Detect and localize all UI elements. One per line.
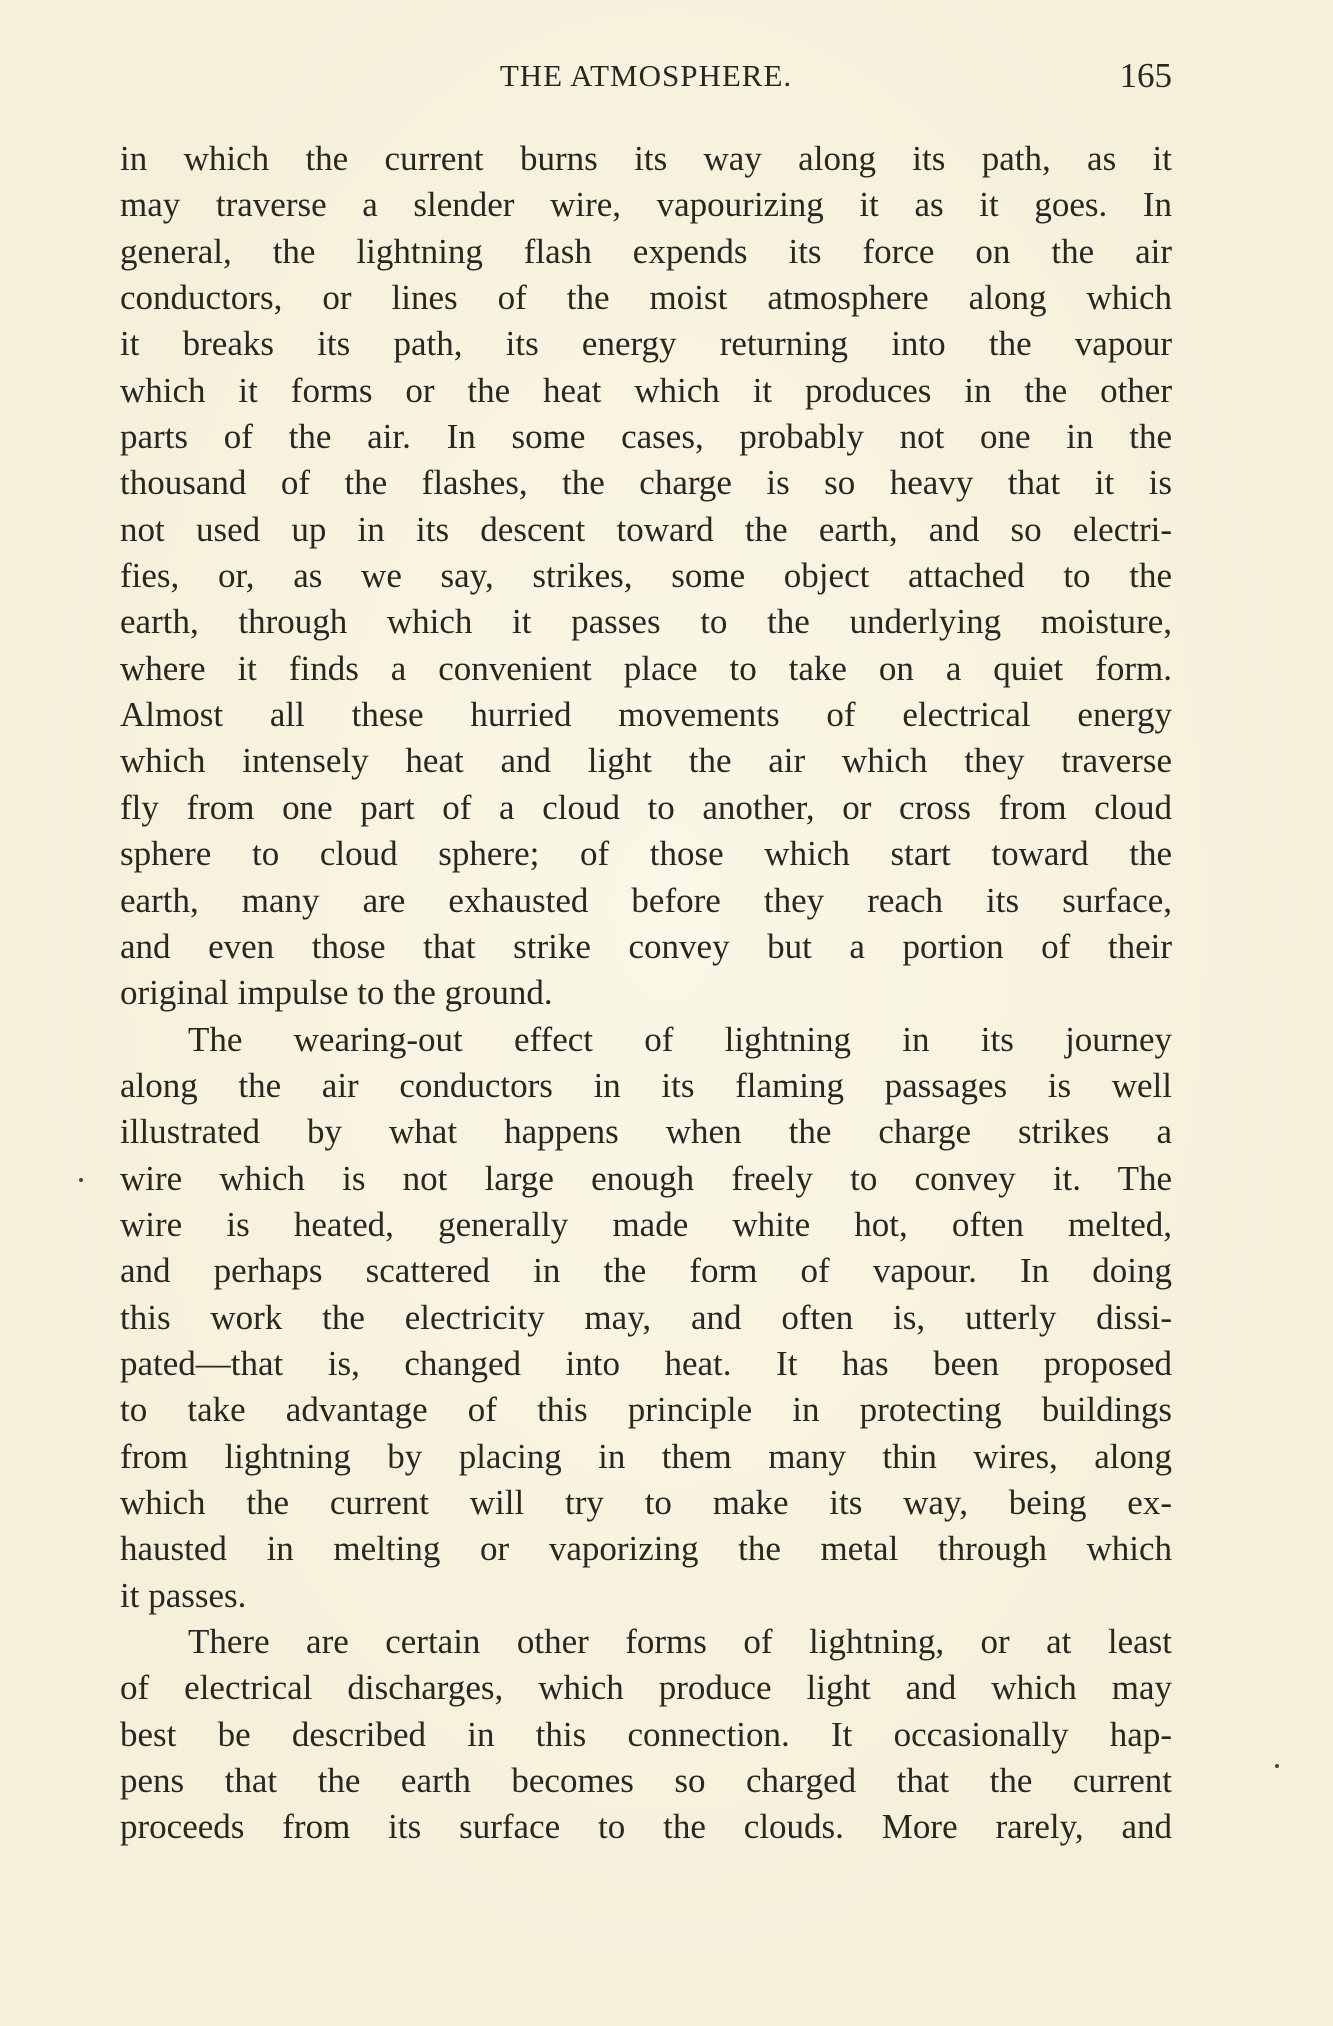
text-line: along the air conductors in its flaming passages is well bbox=[120, 1065, 1172, 1105]
text-line: may traverse a slender wire, vapourizing it as it goes. In bbox=[120, 185, 1172, 225]
text-line: The wearing-out effect of lightning in its journey bbox=[188, 1019, 1172, 1059]
text-line: where it finds a convenient place to take on a quiet form. bbox=[120, 648, 1172, 688]
text-line: general, the lightning flash expends its force on the air bbox=[120, 231, 1172, 271]
text-line: it breaks its path, its energy returning into the vapour bbox=[120, 324, 1172, 364]
text-line: in which the current burns its way along its path, as it bbox=[120, 139, 1172, 178]
text-line: Almost all these hurried movements of electrical energy bbox=[120, 695, 1172, 735]
text-line: this work the electricity may, and often is, utterly dissi- bbox=[120, 1297, 1172, 1337]
text-line: earth, many are exhausted before they reach its surface, bbox=[120, 880, 1172, 920]
text-line: earth, through which it passes to the underlying moisture, bbox=[120, 602, 1172, 642]
text-line: from lightning by placing in them many thin wires, along bbox=[120, 1436, 1172, 1476]
running-head bbox=[120, 50, 1172, 100]
text-line: There are certain other forms of lightning, or at least bbox=[188, 1622, 1172, 1661]
text-line: not used up in its descent toward the earth, and so electri- bbox=[120, 509, 1172, 549]
text-line: sphere to cloud sphere; of those which start toward the bbox=[120, 834, 1172, 874]
text-line: wire is heated, generally made white hot, often melted, bbox=[120, 1204, 1172, 1244]
text-line: fies, or, as we say, strikes, some object attached to the bbox=[120, 556, 1172, 596]
text-line: of electrical discharges, which produce light and which may bbox=[120, 1668, 1172, 1708]
print-speck bbox=[1275, 1764, 1279, 1768]
body-text bbox=[120, 136, 1172, 1851]
text-line: which it forms or the heat which it produces in the other bbox=[120, 370, 1172, 410]
text-line: proceeds from its surface to the clouds. More rarely, and bbox=[120, 1807, 1172, 1847]
text-line: which intensely heat and light the air which they traverse bbox=[120, 741, 1172, 781]
text-line: and perhaps scattered in the form of vapour. In doing bbox=[120, 1251, 1172, 1291]
text-line: wire which is not large enough freely to convey it. The bbox=[120, 1158, 1172, 1198]
page-number: 165 bbox=[1119, 56, 1172, 95]
text-line: conductors, or lines of the moist atmosphere along which bbox=[120, 278, 1172, 318]
text-line: pated—that is, changed into heat. It has been proposed bbox=[120, 1343, 1172, 1383]
text-line: pens that the earth becomes so charged that the current bbox=[120, 1761, 1172, 1801]
text-line: hausted in melting or vaporizing the metal through which bbox=[120, 1529, 1172, 1569]
text-line: it passes. bbox=[120, 1575, 247, 1615]
text-line: fly from one part of a cloud to another, or cross from cloud bbox=[120, 787, 1172, 827]
running-title: THE ATMOSPHERE. bbox=[499, 58, 793, 93]
text-line: which the current will try to make its way, being ex- bbox=[120, 1482, 1172, 1522]
text-line: best be described in this connection. It occasionally hap- bbox=[120, 1714, 1172, 1754]
text-line: parts of the air. In some cases, probably not one in the bbox=[120, 417, 1172, 457]
text-line: and even those that strike convey but a portion of their bbox=[120, 926, 1172, 966]
print-speck bbox=[79, 1178, 83, 1182]
text-line: original impulse to the ground. bbox=[120, 973, 553, 1013]
text-line: illustrated by what happens when the charge strikes a bbox=[120, 1112, 1172, 1152]
text-line: to take advantage of this principle in protecting buildings bbox=[120, 1390, 1172, 1430]
text-line: thousand of the flashes, the charge is so heavy that it is bbox=[120, 463, 1172, 503]
